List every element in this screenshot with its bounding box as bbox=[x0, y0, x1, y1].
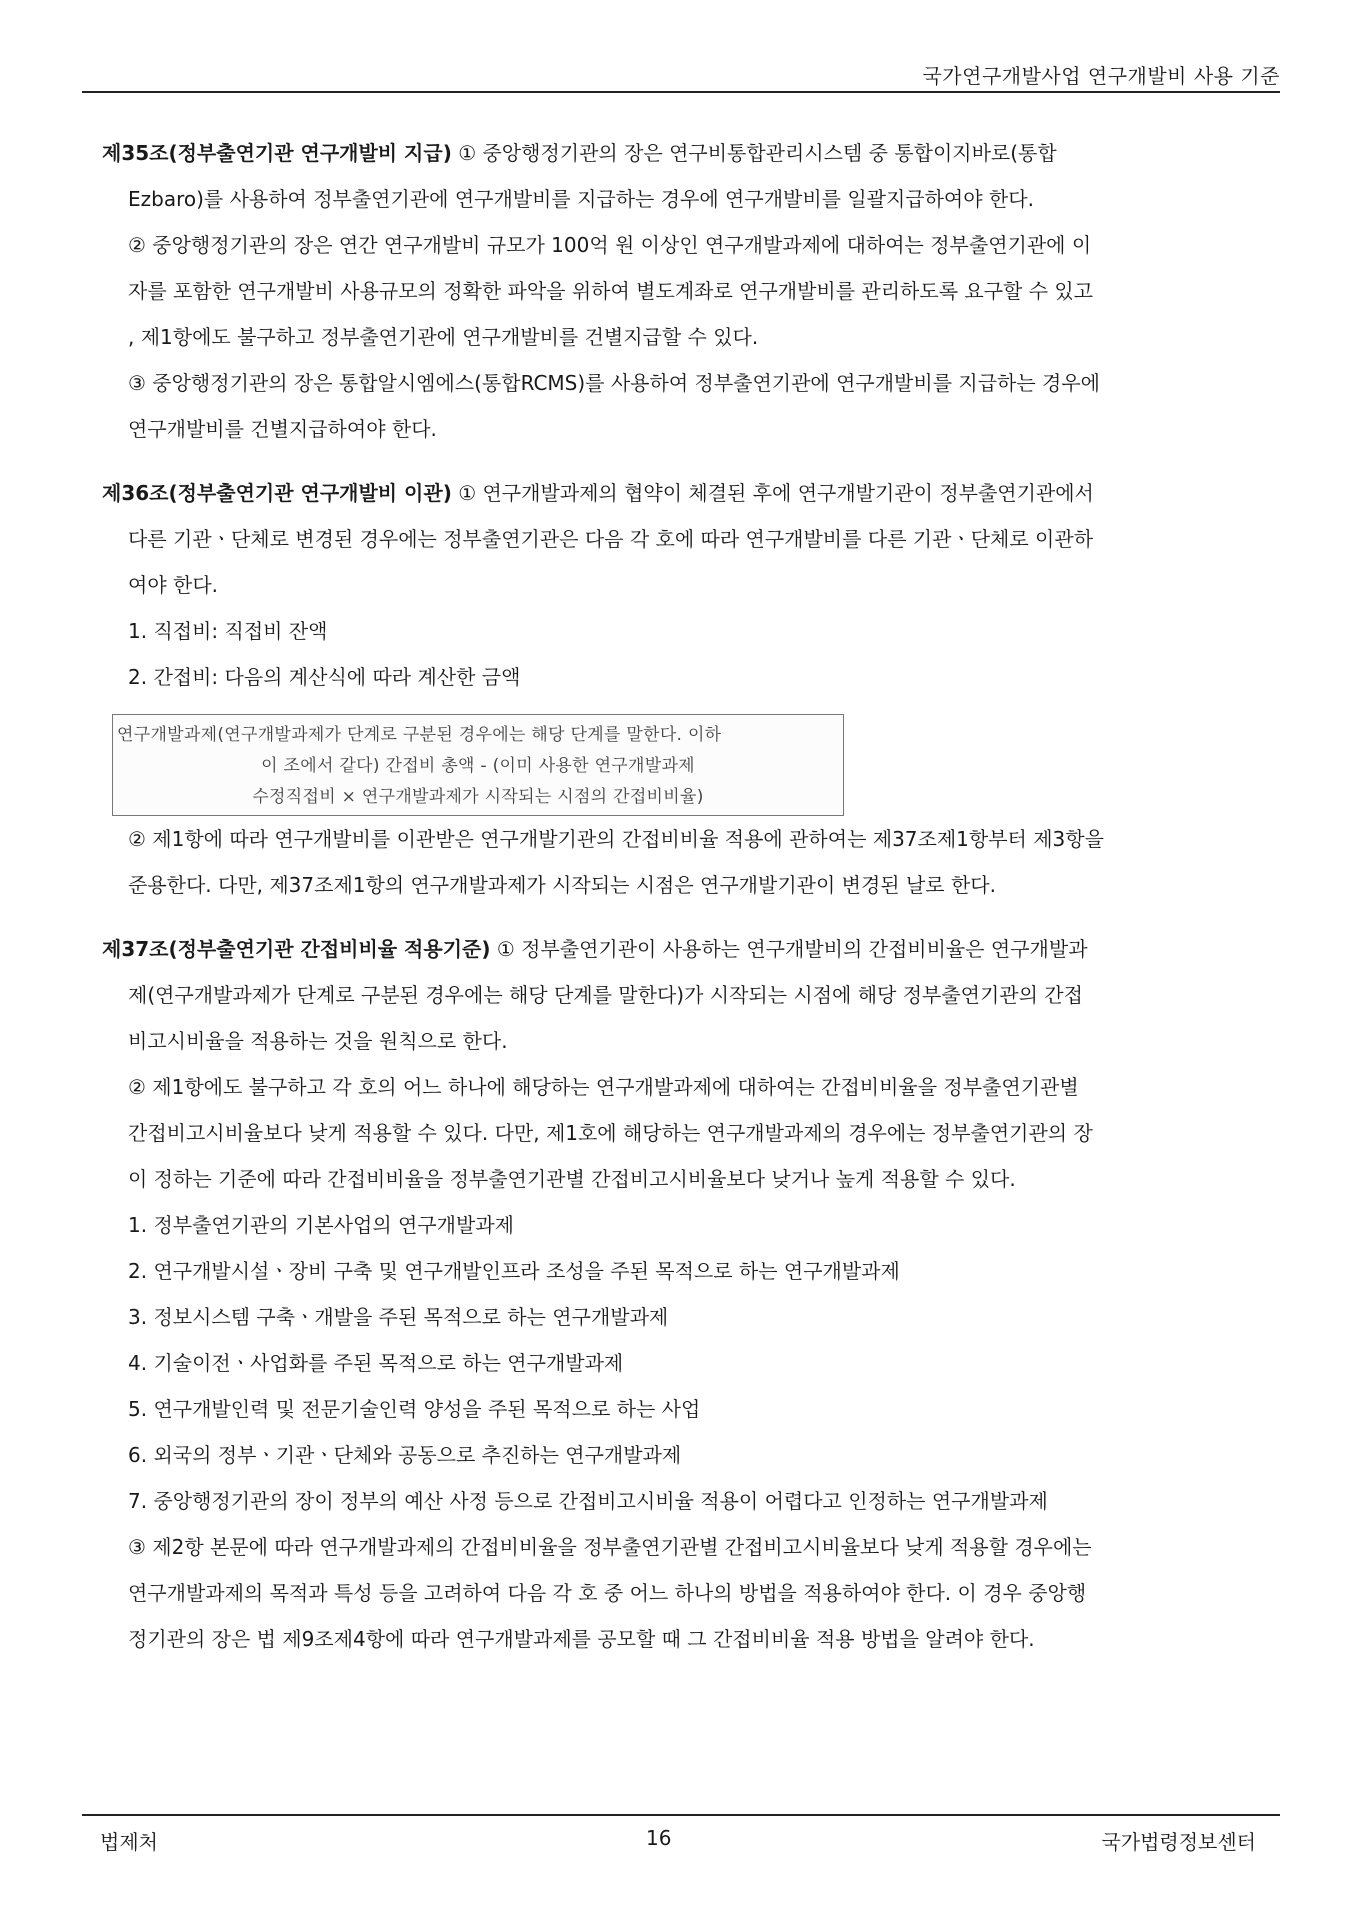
article-35-text: ① 중앙행정기관의 장은 연구비통합관리시스템 중 통합이지바로(통합 bbox=[451, 141, 1057, 165]
article-35-title: 제35조(정부출연기관 연구개발비 지급) bbox=[102, 141, 452, 165]
article-line: ② 제1항에도 불구하고 각 호의 어느 하나에 해당하는 연구개발과제에 대하여는 간접비비율을 정부출연기관별 bbox=[128, 1075, 1079, 1099]
formula-image-box bbox=[112, 714, 844, 816]
article-line: 연구개발과제의 목적과 특성 등을 고려하여 다음 각 호 중 어느 하나의 방법을 적용하여야 한다. 이 경우 중앙행 bbox=[128, 1581, 1087, 1605]
article-37-title: 제37조(정부출연기관 간접비비율 적용기준) bbox=[102, 937, 491, 961]
formula-line: 연구개발과제(연구개발과제가 단계로 구분된 경우에는 해당 단계를 말한다. 이하 bbox=[117, 725, 722, 745]
list-item: 7. 중앙행정기관의 장이 정부의 예산 사정 등으로 간접비고시비율 적용이 어렵다고 인정하는 연구개발과제 bbox=[128, 1489, 1048, 1513]
article-36-title: 제36조(정부출연기관 연구개발비 이관) bbox=[102, 481, 452, 505]
footer-source: 국가법령정보센터 bbox=[1101, 1830, 1256, 1854]
header-divider bbox=[82, 91, 1280, 93]
document-body bbox=[102, 130, 1282, 1680]
list-item: 5. 연구개발인력 및 전문기술인력 양성을 주된 목적으로 하는 사업 bbox=[128, 1397, 701, 1421]
article-line: Ezbaro)를 사용하여 정부출연기관에 연구개발비를 지급하는 경우에 연구개발비를 일괄지급하여야 한다. bbox=[128, 187, 1034, 211]
list-item: 3. 정보시스템 구축ㆍ개발을 주된 목적으로 하는 연구개발과제 bbox=[128, 1305, 669, 1329]
article-36 bbox=[102, 470, 1282, 908]
article-line: 준용한다. 다만, 제37조제1항의 연구개발과제가 시작되는 시점은 연구개발기관이 변경된 날로 한다. bbox=[128, 873, 996, 897]
article-37 bbox=[102, 926, 1282, 1662]
article-line: 여야 한다. bbox=[128, 573, 218, 597]
article-37-first-line bbox=[102, 926, 1282, 972]
footer-divider bbox=[82, 1814, 1280, 1816]
formula-line: 수정직접비 × 연구개발과제가 시작되는 시점의 간접비비율) bbox=[252, 787, 704, 807]
formula-line: 이 조에서 같다) 간접비 총액 - (이미 사용한 연구개발과제 bbox=[261, 756, 695, 776]
article-line: 제(연구개발과제가 단계로 구분된 경우에는 해당 단계를 말한다)가 시작되는 시점에 해당 정부출연기관의 간접 bbox=[128, 983, 1083, 1007]
article-line: , 제1항에도 불구하고 정부출연기관에 연구개발비를 건별지급할 수 있다. bbox=[128, 325, 759, 349]
list-item: 2. 연구개발시설ㆍ장비 구축 및 연구개발인프라 조성을 주된 목적으로 하는 연구개발과제 bbox=[128, 1259, 900, 1283]
article-36-first-line bbox=[102, 470, 1282, 516]
article-line: 이 정하는 기준에 따라 간접비비율을 정부출연기관별 간접비고시비율보다 낮거나 높게 적용할 수 있다. bbox=[128, 1167, 1016, 1191]
article-35-first-line bbox=[102, 130, 1282, 176]
list-item: 4. 기술이전ㆍ사업화를 주된 목적으로 하는 연구개발과제 bbox=[128, 1351, 624, 1375]
article-line: ② 중앙행정기관의 장은 연간 연구개발비 규모가 100억 원 이상인 연구개발과제에 대하여는 정부출연기관에 이 bbox=[128, 233, 1092, 257]
article-line: 자를 포함한 연구개발비 사용규모의 정확한 파악을 위하여 별도계좌로 연구개발비를 관리하도록 요구할 수 있고 bbox=[128, 279, 1094, 303]
article-line: 연구개발비를 건별지급하여야 한다. bbox=[128, 417, 437, 441]
article-line: 2. 간접비: 다음의 계산식에 따라 계산한 금액 bbox=[128, 665, 521, 689]
article-line: 1. 직접비: 직접비 잔액 bbox=[128, 619, 328, 643]
article-line: ② 제1항에 따라 연구개발비를 이관받은 연구개발기관의 간접비비율 적용에 관하여는 제37조제1항부터 제3항을 bbox=[128, 827, 1104, 851]
article-line: 정기관의 장은 법 제9조제4항에 따라 연구개발과제를 공모할 때 그 간접비비율 적용 방법을 알려야 한다. bbox=[128, 1627, 1035, 1651]
running-header: 국가연구개발사업 연구개발비 사용 기준 bbox=[922, 64, 1280, 88]
footer-publisher: 법제처 bbox=[100, 1830, 158, 1854]
article-line: ③ 제2항 본문에 따라 연구개발과제의 간접비비율을 정부출연기관별 간접비고시비율보다 낮게 적용할 경우에는 bbox=[128, 1535, 1092, 1559]
article-37-text: ① 정부출연기관이 사용하는 연구개발비의 간접비비율은 연구개발과 bbox=[490, 937, 1088, 961]
list-item: 6. 외국의 정부ㆍ기관ㆍ단체와 공동으로 추진하는 연구개발과제 bbox=[128, 1443, 682, 1467]
article-line: 비고시비율을 적용하는 것을 원칙으로 한다. bbox=[128, 1029, 508, 1053]
page-number: 16 bbox=[646, 1826, 672, 1850]
article-36-text: ① 연구개발과제의 협약이 체결된 후에 연구개발기관이 정부출연기관에서 bbox=[451, 481, 1094, 505]
article-35 bbox=[102, 130, 1282, 452]
list-item: 1. 정부출연기관의 기본사업의 연구개발과제 bbox=[128, 1213, 514, 1237]
article-line: 간접비고시비율보다 낮게 적용할 수 있다. 다만, 제1호에 해당하는 연구개발과제의 경우에는 정부출연기관의 장 bbox=[128, 1121, 1093, 1145]
article-line: 다른 기관ㆍ단체로 변경된 경우에는 정부출연기관은 다음 각 호에 따라 연구개발비를 다른 기관ㆍ단체로 이관하 bbox=[128, 527, 1094, 551]
article-line: ③ 중앙행정기관의 장은 통합알시엠에스(통합RCMS)를 사용하여 정부출연기관에 연구개발비를 지급하는 경우에 bbox=[128, 371, 1100, 395]
